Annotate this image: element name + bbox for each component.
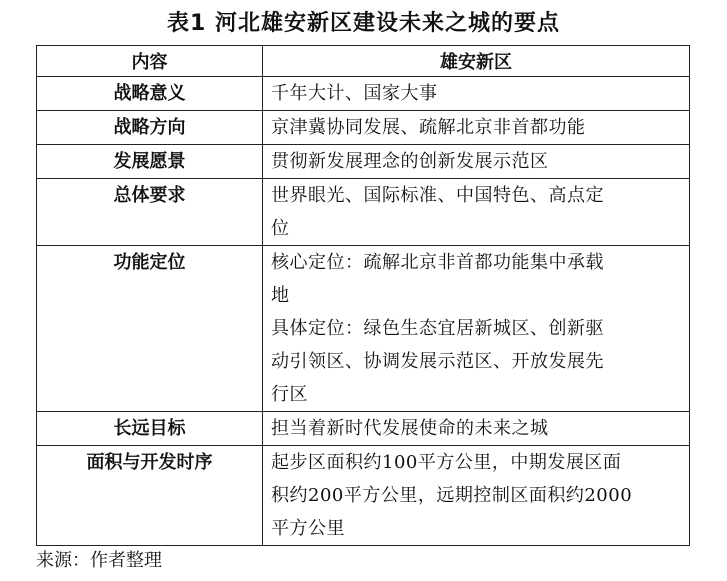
- content-line: 位: [271, 218, 290, 239]
- row-label: 总体要求: [37, 179, 263, 246]
- header-xiongan: 雄安新区: [263, 46, 690, 77]
- table-row: [37, 446, 690, 546]
- points-table: [36, 45, 690, 546]
- table-header-row: [37, 46, 690, 77]
- content-line: 担当着新时代发展使命的未来之城: [271, 418, 549, 439]
- row-content: [263, 77, 690, 111]
- row-label: 面积与开发时序: [37, 446, 263, 546]
- row-label: 功能定位: [37, 246, 263, 412]
- table-row: [37, 77, 690, 111]
- row-content: [263, 246, 690, 412]
- row-content: [263, 111, 690, 145]
- header-content: 内容: [37, 46, 263, 77]
- row-content: [263, 145, 690, 179]
- row-label: 战略方向: [37, 111, 263, 145]
- content-line: 地: [271, 285, 290, 306]
- table-title: 表1 河北雄安新区建设未来之城的要点: [167, 11, 560, 36]
- row-label: 战略意义: [37, 77, 263, 111]
- source-note: 来源：作者整理: [36, 550, 162, 571]
- table-row: [37, 179, 690, 246]
- row-label: 发展愿景: [37, 145, 263, 179]
- content-line: 平方公里: [271, 518, 345, 539]
- row-content: [263, 412, 690, 446]
- table-row: [37, 246, 690, 412]
- row-content: [263, 446, 690, 546]
- content-line: 积约200平方公里，远期控制区面积约2000: [271, 485, 633, 506]
- content-line: 起步区面积约100平方公里，中期发展区面: [271, 452, 622, 473]
- content-line: 行区: [271, 384, 308, 405]
- table-row: [37, 412, 690, 446]
- content-line: 具体定位：绿色生态宜居新城区、创新驱: [271, 318, 604, 339]
- row-content: [263, 179, 690, 246]
- content-line: 动引领区、协调发展示范区、开放发展先: [271, 351, 604, 372]
- content-line: 贯彻新发展理念的创新发展示范区: [271, 151, 549, 172]
- content-line: 千年大计、国家大事: [271, 83, 438, 104]
- content-line: 核心定位：疏解北京非首都功能集中承载: [271, 252, 604, 273]
- table-row: [37, 145, 690, 179]
- row-label: 长远目标: [37, 412, 263, 446]
- content-line: 世界眼光、国际标准、中国特色、高点定: [271, 185, 604, 206]
- content-line: 京津冀协同发展、疏解北京非首都功能: [271, 117, 586, 138]
- table-row: [37, 111, 690, 145]
